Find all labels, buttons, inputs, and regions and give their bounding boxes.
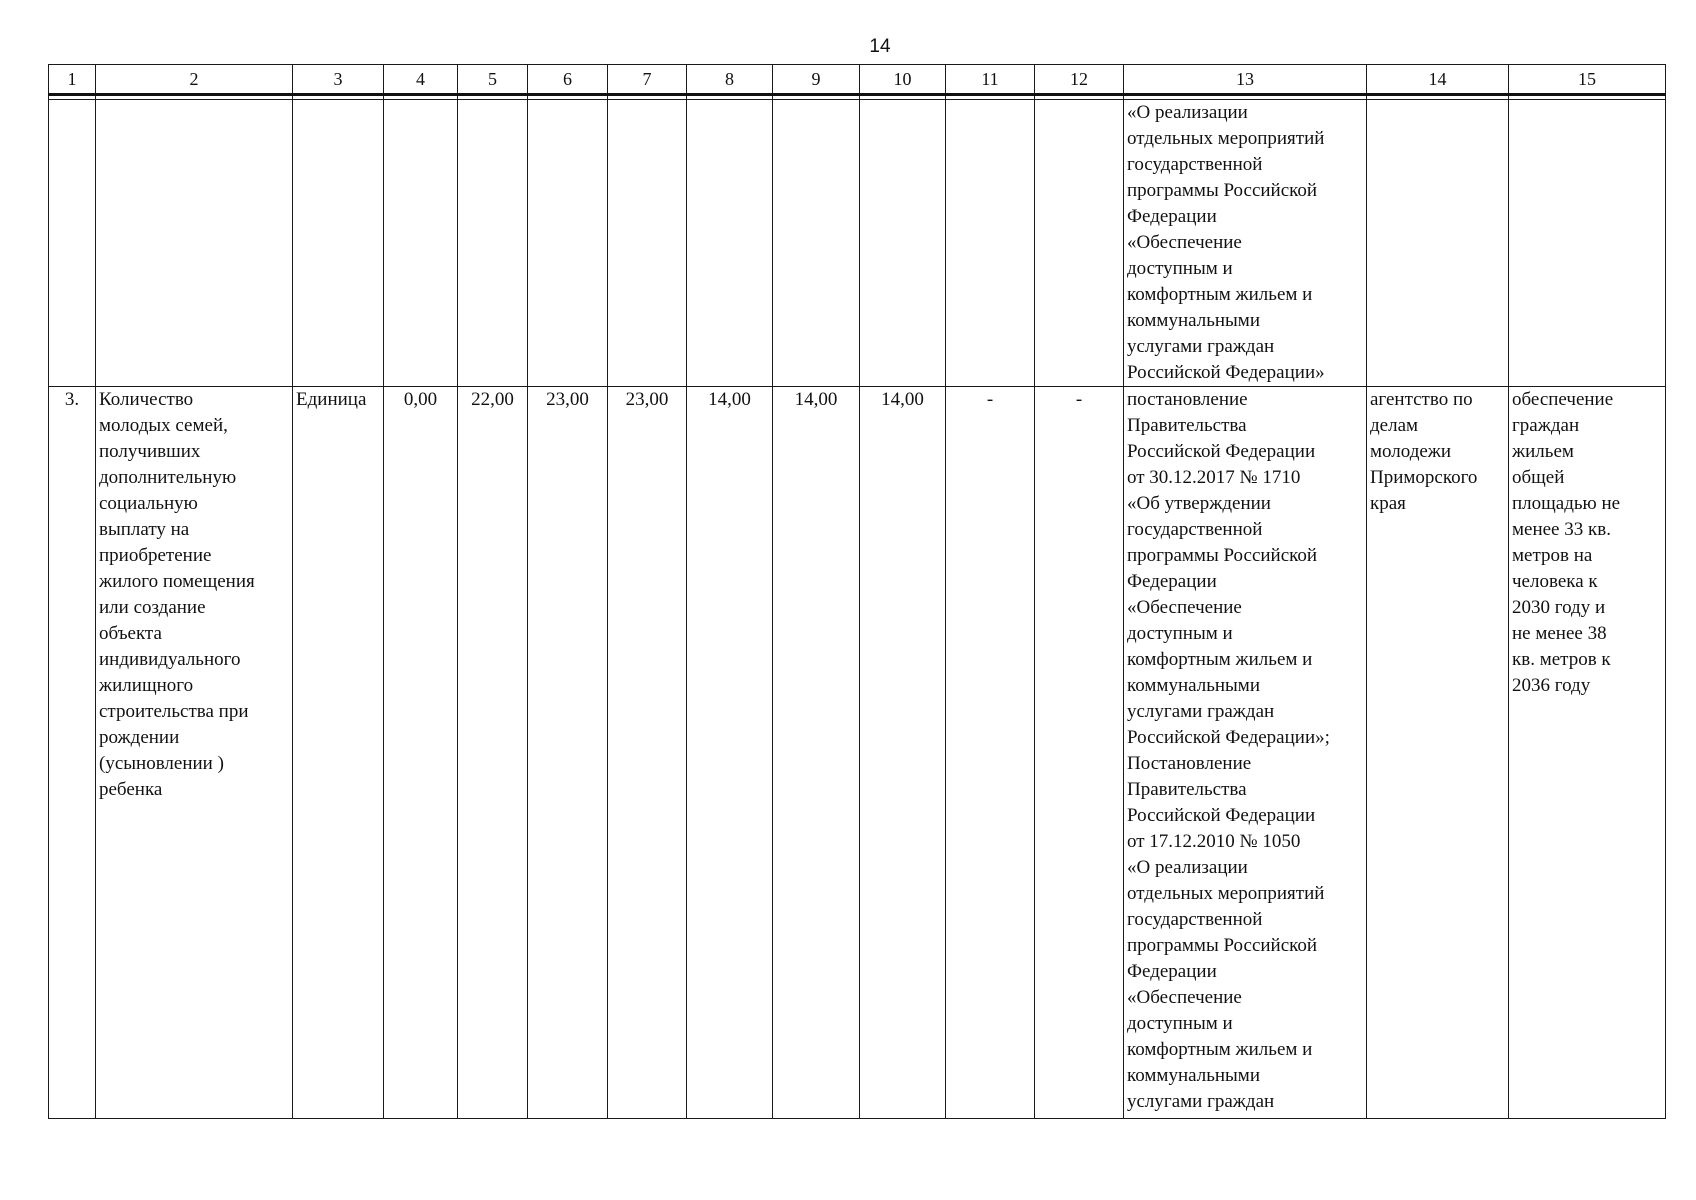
column-header-6: 6 — [528, 65, 608, 95]
column-header-3: 3 — [293, 65, 384, 95]
table-row-continuation — [49, 100, 1666, 387]
value-cell: 22,00 — [458, 387, 528, 1119]
column-header-7: 7 — [608, 65, 687, 95]
column-header-2: 2 — [96, 65, 293, 95]
indicator-name-cell — [96, 100, 293, 387]
value-cell — [1035, 100, 1124, 387]
value-cell: - — [1035, 387, 1124, 1119]
column-header-10: 10 — [860, 65, 946, 95]
responsible-agency-cell — [1367, 100, 1509, 387]
goal-cell — [1509, 100, 1666, 387]
unit-cell — [293, 100, 384, 387]
column-header-1: 1 — [49, 65, 96, 95]
value-cell — [946, 100, 1035, 387]
column-header-4: 4 — [384, 65, 458, 95]
value-cell: - — [946, 387, 1035, 1119]
header-row — [49, 65, 1666, 95]
column-header-5: 5 — [458, 65, 528, 95]
value-cell — [860, 100, 946, 387]
column-header-13: 13 — [1124, 65, 1367, 95]
value-cell — [687, 100, 773, 387]
column-header-15: 15 — [1509, 65, 1666, 95]
value-cell: 14,00 — [773, 387, 860, 1119]
indicator-name-cell: Количество молодых семей, получивших дополнительную социальную выплату на приобретение жилого помещения или создание объекта индивидуального жилищного строительства при рождении (усыновлении ) ребенка — [96, 387, 293, 1119]
column-header-8: 8 — [687, 65, 773, 95]
value-cell — [608, 100, 687, 387]
row-number-cell: 3. — [49, 387, 96, 1119]
value-cell: 14,00 — [860, 387, 946, 1119]
value-cell: 0,00 — [384, 387, 458, 1119]
legal-basis-cell: постановление Правительства Российской Федерации от 30.12.2017 № 1710 «Об утверждении государственной программы Российской Федерации «Обеспечение доступным и комфортным жильем и коммунальными услугами граждан Российской Федерации»; Постановление Правительства Российской Федерации от 17.12.2010 № 1050 «О реализации отдельных мероприятий государственной программы Российской Федерации «Обеспечение доступным и комфортным жильем и коммунальными услугами граждан — [1124, 387, 1367, 1119]
page-number: 14 — [869, 36, 891, 57]
data-table — [48, 64, 1666, 1119]
value-cell: 23,00 — [608, 387, 687, 1119]
value-cell — [773, 100, 860, 387]
legal-basis-cell: «О реализации отдельных мероприятий государственной программы Российской Федерации «Обеспечение доступным и комфортным жильем и коммунальными услугами граждан Российской Федерации» — [1124, 100, 1367, 387]
column-header-14: 14 — [1367, 65, 1509, 95]
value-cell — [458, 100, 528, 387]
column-header-12: 12 — [1035, 65, 1124, 95]
column-header-11: 11 — [946, 65, 1035, 95]
table-row-3 — [49, 387, 1666, 1119]
column-header-9: 9 — [773, 65, 860, 95]
unit-cell: Единица — [293, 387, 384, 1119]
row-number-cell — [49, 100, 96, 387]
value-cell: 14,00 — [687, 387, 773, 1119]
value-cell: 23,00 — [528, 387, 608, 1119]
goal-cell: обеспечение граждан жильем общей площадью не менее 33 кв. метров на человека к 2030 году и не менее 38 кв. метров к 2036 году — [1509, 387, 1666, 1119]
responsible-agency-cell: агентство по делам молодежи Приморского края — [1367, 387, 1509, 1119]
value-cell — [528, 100, 608, 387]
value-cell — [384, 100, 458, 387]
